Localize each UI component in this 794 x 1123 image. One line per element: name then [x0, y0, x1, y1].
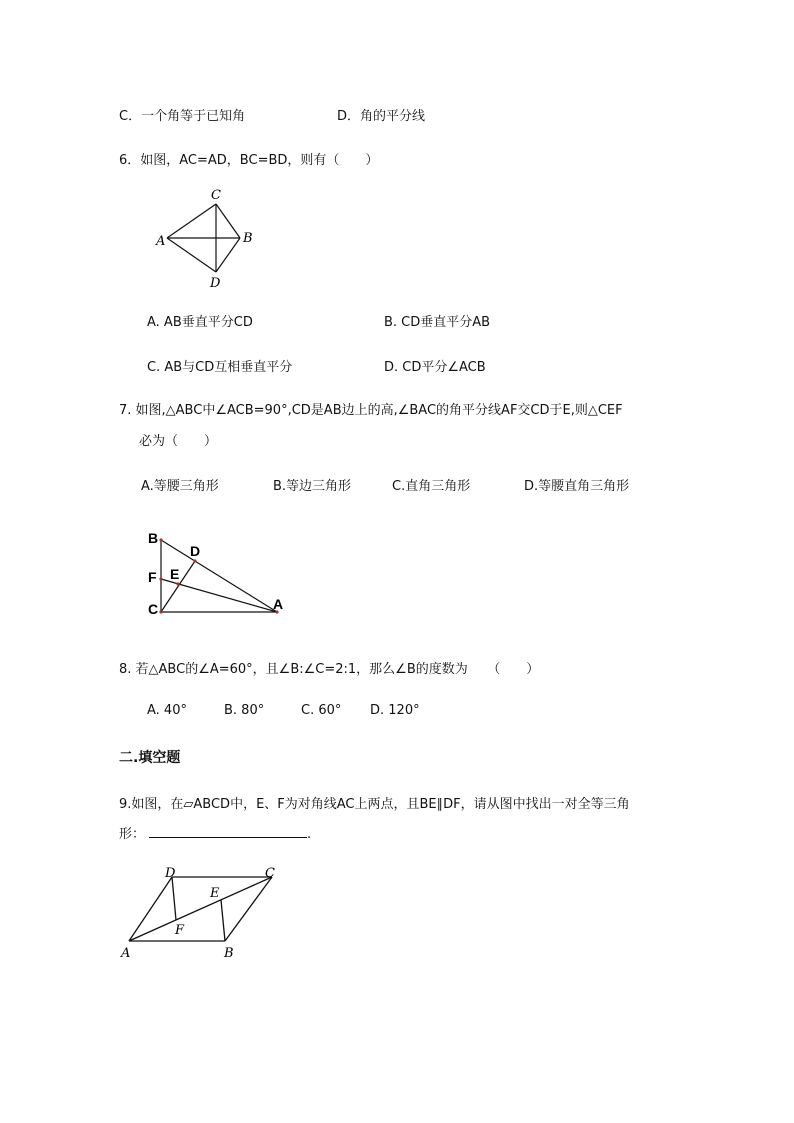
q8-stem: 8. 若△ABC的∠A=60°，且∠B:∠C=2:1，那么∠B的度数为 （ ） — [119, 662, 540, 677]
q6-label-d: D — [210, 276, 221, 291]
q7-label-e: E — [170, 566, 180, 582]
section-title-fill-in: 二.填空题 — [119, 750, 181, 766]
q6-segment-cb — [216, 204, 240, 238]
q7-figure — [140, 525, 300, 620]
q7-label-f: F — [148, 569, 157, 585]
q7-option-b: B.等边三角形 — [273, 479, 352, 494]
q6-label-a: A — [156, 234, 166, 249]
q7-option-c: C.直角三角形 — [392, 479, 471, 494]
q7-point-e — [176, 582, 179, 585]
q6-label-b: B — [243, 231, 253, 246]
q9-label-b: B — [224, 946, 234, 961]
q9-answer-blank[interactable] — [149, 825, 307, 838]
q9-stem-line1: 9.如图，在▱ABCD中，E、F为对角线AC上两点，且BE∥DF，请从图中找出一对全等三角 — [119, 797, 630, 812]
q6-stem: 6．如图，AC=AD，BC=BD，则有（ ） — [119, 153, 379, 168]
q7-label-c: C — [148, 601, 159, 617]
q6-segment-ac — [167, 204, 216, 238]
q7-label-d: D — [190, 543, 201, 559]
q9-segment-be — [221, 900, 225, 941]
q7-label-a: A — [273, 596, 284, 612]
q9-figure — [115, 862, 290, 962]
q7-point-f — [159, 577, 162, 580]
q6-figure — [150, 185, 260, 293]
q9-label-c: C — [265, 866, 275, 881]
q6-option-a: A. AB垂直平分CD — [147, 315, 253, 330]
q9-segment-df — [172, 877, 176, 920]
q7-option-a: A.等腰三角形 — [141, 479, 219, 494]
q6-option-b: B. CD垂直平分AB — [384, 315, 491, 330]
q8-option-b: B. 80° — [224, 703, 265, 718]
q7-point-d — [193, 559, 196, 562]
q9-stem-prefix: 形： — [119, 827, 146, 842]
q5-option-c: C．一个角等于已知角 — [119, 109, 246, 124]
q9-label-e: E — [210, 886, 220, 901]
q6-label-c: C — [211, 188, 221, 203]
q6-segment-bd — [216, 238, 240, 272]
q7-stem-line1: 7. 如图,△ABC中∠ACB=90°,CD是AB边上的高,∠BAC的角平分线AF交CD于E,则△CEF — [119, 403, 623, 418]
q7-stem-line2: 必为（ ） — [139, 434, 218, 449]
q5-option-d: D．角的平分线 — [337, 109, 426, 124]
q9-label-d: D — [165, 866, 176, 881]
q9-label-a: A — [121, 946, 131, 961]
q9-stem-line2 — [119, 823, 311, 842]
q7-point-b — [159, 538, 162, 541]
q6-segment-da — [167, 238, 216, 272]
q6-option-c: C. AB与CD互相垂直平分 — [147, 360, 293, 375]
q9-label-f: F — [175, 923, 185, 938]
q8-option-a: A. 40° — [147, 703, 187, 718]
q7-option-d: D.等腰直角三角形 — [524, 479, 630, 494]
q7-label-b: B — [148, 530, 159, 546]
q8-option-d: D. 120° — [370, 703, 420, 718]
q9-segment-bc — [225, 877, 272, 941]
q6-option-d: D. CD平分∠ACB — [384, 360, 486, 375]
q9-stem-suffix: . — [307, 827, 312, 842]
q8-option-c: C. 60° — [301, 703, 342, 718]
q7-point-c — [159, 610, 162, 613]
